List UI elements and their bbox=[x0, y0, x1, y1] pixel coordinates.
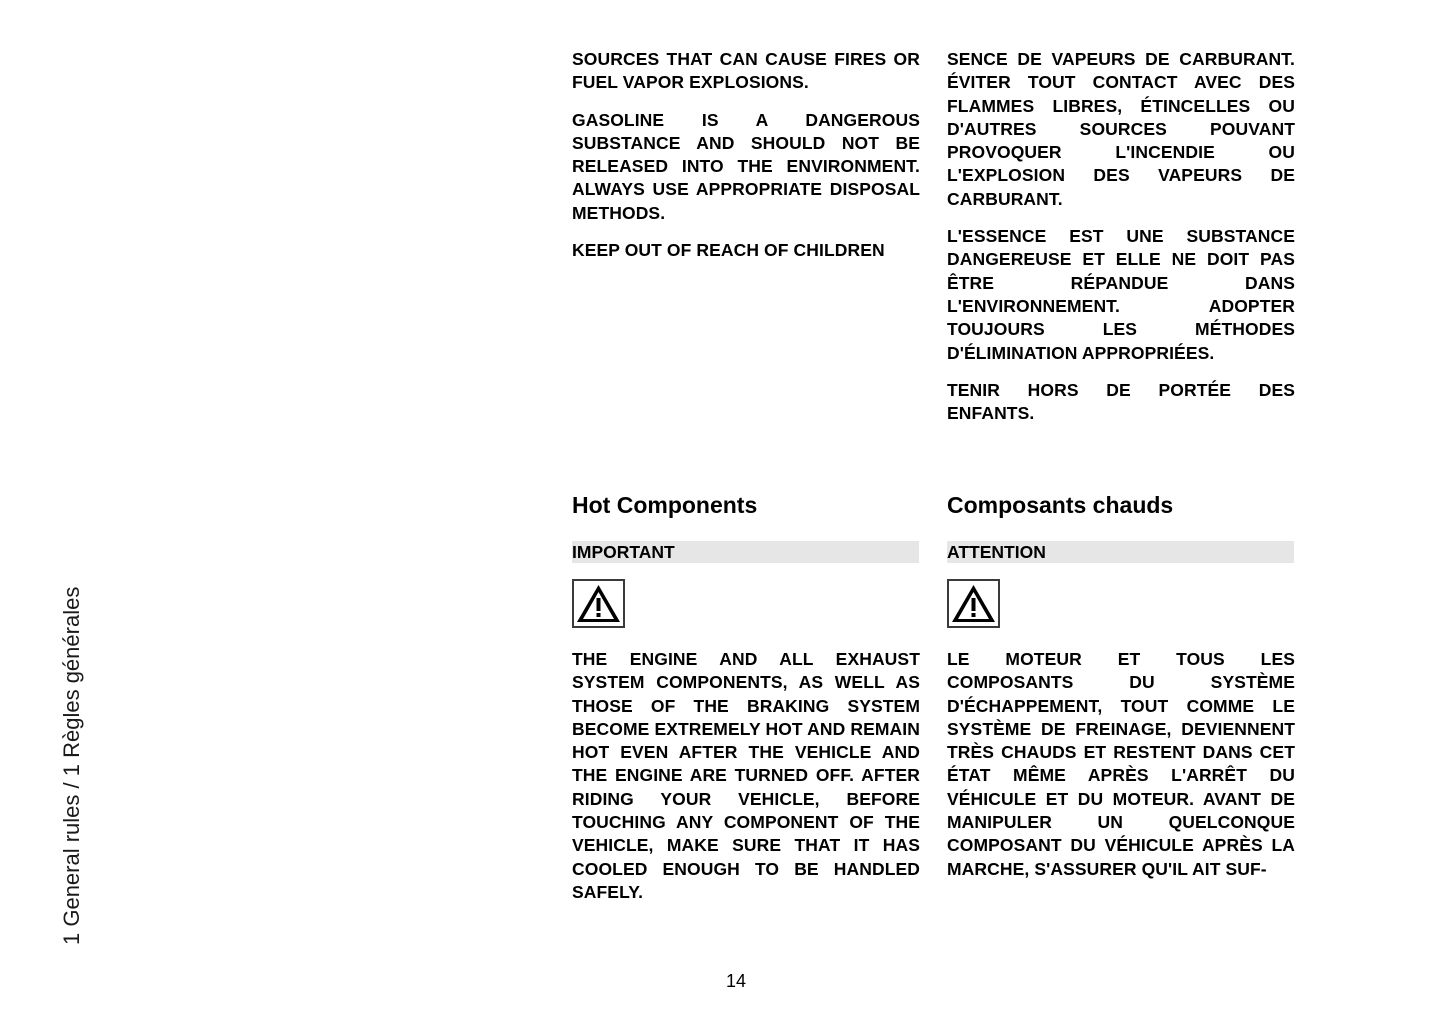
attention-notice-bar: ATTENTION bbox=[947, 541, 1294, 563]
top-left-paragraph-2: GASOLINE IS A DANGEROUS SUBSTANCE AND SHOULD NOT BE RELEASED INTO THE ENVIRONMENT. ALWAYS USE APPROPRIATE DISPOSAL METHODS. bbox=[572, 109, 920, 223]
warning-triangle-icon bbox=[947, 579, 1000, 628]
top-right-paragraph-1: SENCE DE VAPEURS DE CARBURANT. ÉVITER TOUT CONTACT AVEC DES FLAMMES LIBRES, ÉTINCELLES OU D'AUTRES SOURCES POUVANT PROVOQUER L'INCENDIE OU L'EXPLOSION DES VAPEURS DE CARBURANT. bbox=[947, 49, 1295, 209]
section-title-left: Hot Components bbox=[572, 492, 758, 518]
hot-components-body-right bbox=[947, 648, 1295, 895]
top-left-paragraph-3: KEEP OUT OF REACH OF CHILDREN bbox=[572, 240, 885, 261]
important-notice-bar: IMPORTANT bbox=[572, 541, 919, 563]
hot-components-warning-text-en: THE ENGINE AND ALL EXHAUST SYSTEM COMPONENTS, AS WELL AS THOSE OF THE BRAKING SYSTEM BECOME EXTREMELY HOT AND REMAIN HOT EVEN AFTER THE VEHICLE AND THE ENGINE ARE TURNED OFF. AFTER RIDING YOUR VEHICLE, BEFORE TOUCHING ANY COMPONENT OF THE VEHICLE, MAKE SURE THAT IT HAS COOLED ENOUGH TO BE HANDLED SAFELY. bbox=[572, 649, 920, 902]
top-right-paragraph-2: L'ESSENCE EST UNE SUBSTANCE DANGEREUSE ET ELLE NE DOIT PAS ÊTRE RÉPANDUE DANS L'ENVIRONNEMENT. ADOPTER TOUJOURS LES MÉTHODES D'ÉLIMINATION APPROPRIÉES. bbox=[947, 226, 1295, 363]
top-right-column bbox=[947, 48, 1295, 439]
page-number: 14 bbox=[725, 971, 747, 991]
warning-triangle-icon bbox=[572, 579, 625, 628]
section-title-right: Composants chauds bbox=[947, 492, 1174, 518]
hot-components-warning-text-fr: LE MOTEUR ET TOUS LES COMPOSANTS DU SYSTÈME D'ÉCHAPPEMENT, TOUT COMME LE SYSTÈME DE FREINAGE, DEVIENNENT TRÈS CHAUDS ET RESTENT DANS CET ÉTAT MÊME APRÈS L'ARRÊT DU VÉHICULE ET DU MOTEUR. AVANT DE MANIPULER UN QUELCONQUE COMPOSANT DU VÉHICULE APRÈS LA MARCHE, S'ASSURER QU'IL AIT SUF- bbox=[947, 649, 1295, 879]
top-left-column bbox=[572, 48, 920, 276]
hot-components-body-left bbox=[572, 648, 920, 918]
top-right-paragraph-3: TENIR HORS DE PORTÉE DES ENFANTS. bbox=[947, 379, 1295, 424]
top-left-paragraph-1: SOURCES THAT CAN CAUSE FIRES OR FUEL VAPOR EXPLOSIONS. bbox=[572, 49, 920, 93]
chapter-side-label: 1 General rules / 1 Règles générales bbox=[59, 586, 84, 945]
